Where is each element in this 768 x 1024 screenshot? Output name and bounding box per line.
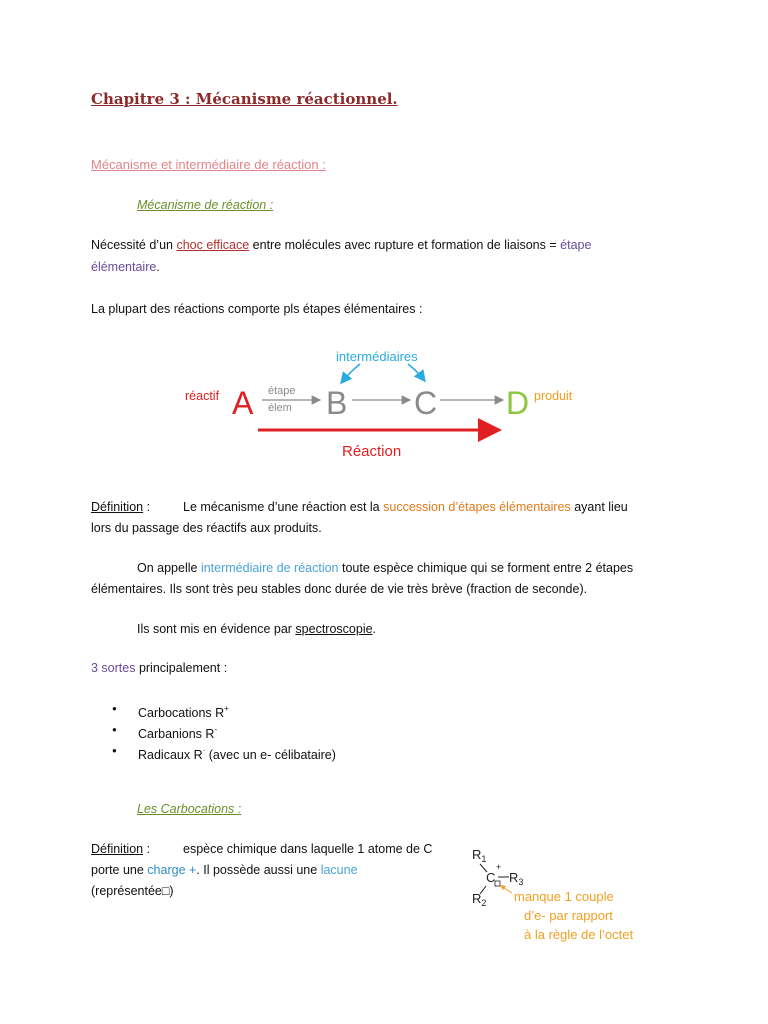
intermediaire-highlight: intermédiaire de réaction <box>200 561 339 575</box>
spectro-prefix: Ils sont mis en évidence par <box>137 622 296 636</box>
intermediaire-line2: élémentaires. Ils sont très peu stables donc durée de vie très brève (fraction de seconde). <box>91 582 588 596</box>
note-line2: d’e- par rapport <box>524 908 613 923</box>
definition-colon: : <box>143 500 151 514</box>
arrow-to-C <box>408 364 424 380</box>
spectroscopie-paragraph <box>137 622 376 636</box>
bullet-text: Carbanions R <box>138 727 215 741</box>
intermed-prefix: On appelle <box>137 561 201 575</box>
def2-label: Définition <box>91 842 144 856</box>
spectroscopie-word: spectroscopie <box>295 622 373 636</box>
note-arrowhead <box>500 885 506 890</box>
charge-plus: + <box>496 862 502 872</box>
p1-end: . <box>156 260 160 274</box>
choc-efficace: choc efficace <box>176 238 250 252</box>
spectro-end: . <box>372 622 377 636</box>
intermediaire-paragraph <box>137 561 633 575</box>
reactif-label: réactif <box>185 389 220 403</box>
chapter-title: Chapitre 3 : Mécanisme réactionnel. <box>91 90 398 108</box>
def2-text1: espèce chimique dans laquelle 1 atome de C <box>183 842 433 856</box>
intermed-rest: toute espèce chimique qui se forment entre 2 étapes <box>338 561 634 575</box>
subsection-title: Mécanisme de réaction : <box>137 198 274 212</box>
def2-label-line <box>91 842 150 856</box>
definition-label: Définition <box>91 500 144 514</box>
def2-line2-prefix: porte une <box>91 863 148 877</box>
p1-prefix: Nécessité d’un <box>91 238 177 252</box>
bullet-text: Radicaux R <box>138 748 203 762</box>
note-line1: manque 1 couple <box>514 889 614 904</box>
bullet-rest: (avec un e- célibataire) <box>205 748 336 762</box>
species-C: C <box>414 385 438 421</box>
bullet-sup: + <box>224 704 229 713</box>
species-A: A <box>232 385 254 421</box>
paragraph-plupart: La plupart des réactions comporte pls étapes élémentaires : <box>91 302 423 316</box>
sortes-paragraph <box>91 661 227 675</box>
produit-label: produit <box>534 389 573 403</box>
list-item <box>112 740 336 761</box>
definition-line2: lors du passage des réactifs aux produits. <box>91 521 322 535</box>
arrow-to-B <box>342 364 360 382</box>
definition-paragraph <box>91 500 150 514</box>
species-B: B <box>326 385 348 421</box>
species-D: D <box>506 385 530 421</box>
list-item <box>112 719 336 740</box>
lacune-highlight: lacune <box>320 863 358 877</box>
def2-line2 <box>91 863 358 877</box>
carbocation-structure <box>460 840 660 950</box>
r1-label: $R_1$ <box>472 847 487 864</box>
note-line3: à la règle de l’octet <box>524 927 634 942</box>
sortes-highlight: 3 sortes <box>91 661 136 675</box>
r3-label: $R_3$ <box>509 870 524 887</box>
charge-highlight: charge + <box>147 863 197 877</box>
def2-line2-mid: . Il possède aussi une <box>196 863 321 877</box>
definition-text2: ayant lieu <box>570 500 628 514</box>
succession-highlight: succession d’étapes élémentaires <box>383 500 571 514</box>
carbon-label: C <box>486 870 496 885</box>
definition-text <box>183 500 628 514</box>
reaction-diagram <box>170 340 610 470</box>
etape-term: étape <box>560 238 592 252</box>
def2-line3: (représentée□) <box>91 884 174 898</box>
p1-mid: entre molécules avec rupture et formation de liaisons = <box>249 238 561 252</box>
section-title: Mécanisme et intermédiaire de réaction : <box>91 157 326 172</box>
bullet-sup: - <box>214 725 218 734</box>
definition-text1: Le mécanisme d’une réaction est la <box>183 500 384 514</box>
elem-label: élem <box>268 402 292 414</box>
etape-label: étape <box>268 385 296 397</box>
lacune-square <box>495 881 500 886</box>
intermediaires-label: intermédiaires <box>336 349 418 364</box>
paragraph-choc-line2 <box>91 260 160 274</box>
paragraph-choc <box>91 238 591 252</box>
bullet-list <box>112 698 336 761</box>
bullet-text: Carbocations R <box>138 706 225 720</box>
r2-label: $R_2$ <box>472 891 487 908</box>
sortes-rest: principalement : <box>135 661 228 675</box>
list-item <box>112 698 336 719</box>
carbocations-title: Les Carbocations : <box>137 802 242 816</box>
def2-colon: : <box>143 842 151 856</box>
bullet-sup: · <box>202 746 206 755</box>
reaction-label: Réaction <box>342 443 402 460</box>
elementaire-term: élémentaire <box>91 260 157 274</box>
